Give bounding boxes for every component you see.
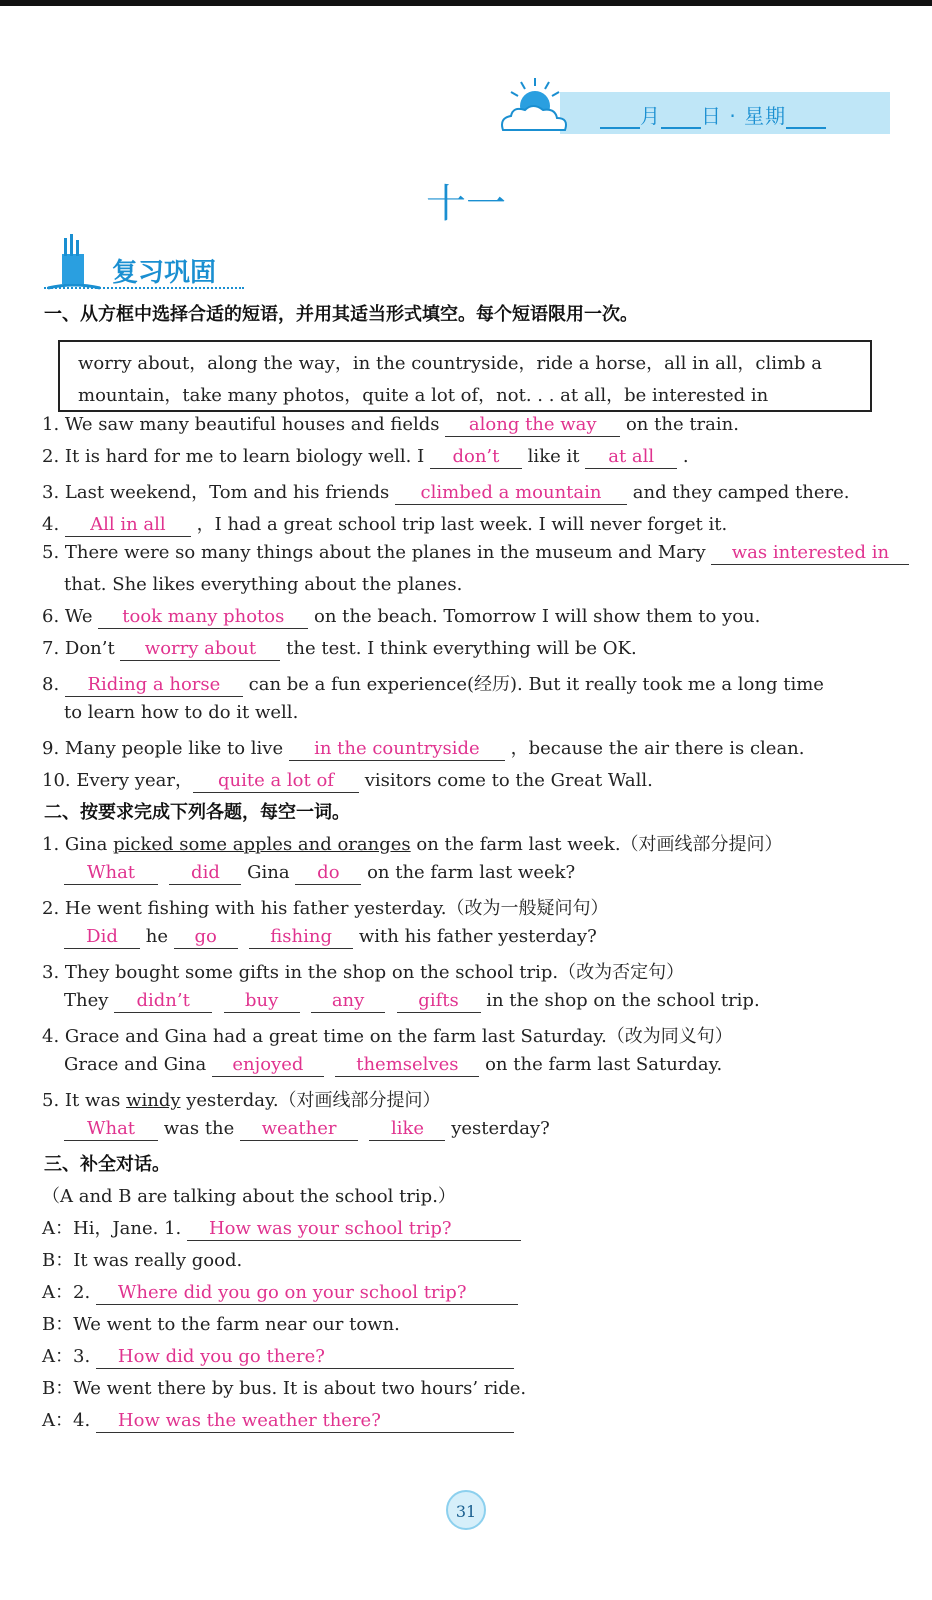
date-fields — [600, 100, 826, 129]
p3-line-7: A：4. How was the weather there? — [42, 1406, 514, 1433]
answer-blank[interactable]: How was the weather there? — [96, 1410, 514, 1433]
p3-intro: （A and B are talking about the school trip.） — [42, 1186, 456, 1207]
p1-q10: 10. Every year， quite a lot of visitors come to the Great Wall. — [42, 770, 653, 791]
answer-blank[interactable]: didn’t — [114, 990, 212, 1013]
p3-line-5: A：3. How did you go there? — [42, 1342, 514, 1369]
answer-blank[interactable]: Did — [64, 926, 140, 949]
sun-cloud-icon — [495, 74, 585, 140]
answer-blank[interactable]: What — [64, 1118, 158, 1141]
phrase-box-line-2: mountain，take many photos，quite a lot of，not. . . at all，be interested in — [78, 385, 769, 406]
answer-blank[interactable]: quite a lot of — [193, 770, 359, 793]
answer-blank[interactable]: go — [174, 926, 238, 949]
p1-q3: 3. Last weekend，Tom and his friends climbed a mountain and they camped there. — [42, 482, 850, 503]
answer-blank[interactable]: in the countryside — [289, 738, 505, 761]
phrase-box-line-1: worry about，along the way，in the countryside，ride a horse，all in all，climb a — [78, 353, 823, 374]
answer-blank[interactable]: How was your school trip? — [187, 1218, 521, 1241]
answer-blank[interactable]: do — [295, 862, 361, 885]
section-title: 复习巩固 — [112, 258, 217, 288]
p1-q4: 4. All in all ，I had a great school trip last week. I will never forget it. — [42, 514, 728, 535]
answer-blank[interactable]: took many photos — [98, 606, 308, 629]
answer-blank[interactable]: was interested in — [711, 542, 909, 565]
answer-blank[interactable]: did — [169, 862, 241, 885]
p1-q2: 2. It is hard for me to learn biology well. I don’t like it at all . — [42, 446, 689, 467]
section-divider — [44, 287, 244, 289]
answer-blank[interactable]: gifts — [397, 990, 481, 1013]
answer-blank[interactable]: All in all — [65, 514, 191, 537]
answer-blank[interactable]: enjoyed — [212, 1054, 324, 1077]
p2-q1-answer: What did Gina do on the farm last week? — [64, 862, 575, 885]
answer-blank[interactable]: fishing — [249, 926, 353, 949]
top-border — [0, 0, 932, 6]
answer-blank[interactable]: at all — [585, 446, 677, 469]
p1-q6: 6. We took many photos on the beach. Tomorrow I will show them to you. — [42, 606, 761, 627]
answer-blank[interactable]: any — [311, 990, 385, 1013]
pencil-cup-icon — [44, 232, 104, 294]
p2-q2-answer: Did he go fishing with his father yesterday? — [64, 926, 597, 949]
month-blank[interactable] — [600, 109, 640, 129]
day-weekday-label: 日 · 星期 — [701, 104, 787, 128]
p2-q5-answer: What was the weather like yesterday? — [64, 1118, 550, 1141]
p2-q2: 2. He went fishing with his father yesterday.（改为一般疑问句） — [42, 898, 609, 919]
phrase-box — [58, 340, 872, 412]
answer-blank[interactable]: like — [369, 1118, 445, 1141]
answer-blank[interactable]: buy — [224, 990, 300, 1013]
p2-q3-answer: They didn’t buy any gifts in the shop on the school trip. — [64, 990, 760, 1011]
part3-heading: 三、补全对话。 — [44, 1154, 170, 1175]
answer-blank[interactable]: Riding a horse — [65, 674, 243, 697]
p2-q1: 1. Gina picked some apples and oranges on the farm last week.（对画线部分提问） — [42, 834, 783, 855]
p1-q8-cont: to learn how to do it well. — [64, 702, 299, 723]
p1-q8: 8. Riding a horse can be a fun experience(经历). But it really took me a long time — [42, 674, 824, 695]
underlined-phrase: windy — [126, 1090, 181, 1111]
answer-blank[interactable]: How did you go there? — [96, 1346, 514, 1369]
answer-blank[interactable]: along the way — [445, 414, 620, 437]
answer-blank[interactable]: Where did you go on your school trip? — [96, 1282, 518, 1305]
p1-q5: 5. There were so many things about the planes in the museum and Mary was interested in — [42, 542, 909, 565]
underlined-phrase: picked some apples and oranges — [113, 834, 411, 855]
part1-heading: 一、从方框中选择合适的短语，并用其适当形式填空。每个短语限用一次。 — [44, 304, 638, 325]
unit-title: 十一 — [426, 181, 506, 227]
p3-line-2: B：It was really good. — [42, 1250, 243, 1271]
p3-line-3: A：2. Where did you go on your school trip? — [42, 1278, 518, 1305]
answer-blank[interactable]: weather — [240, 1118, 358, 1141]
p1-q7: 7. Don’t worry about the test. I think everything will be OK. — [42, 638, 637, 659]
p1-q5-cont: that. She likes everything about the planes. — [64, 574, 463, 595]
p1-q9: 9. Many people like to live in the countryside ，because the air there is clean. — [42, 738, 805, 759]
answer-blank[interactable]: What — [64, 862, 158, 885]
p3-line-4: B：We went to the farm near our town. — [42, 1314, 400, 1335]
p2-q4: 4. Grace and Gina had a great time on the farm last Saturday.（改为同义句） — [42, 1026, 733, 1047]
weekday-blank[interactable] — [786, 109, 826, 129]
part2-heading: 二、按要求完成下列各题，每空一词。 — [44, 802, 350, 823]
day-blank[interactable] — [661, 109, 701, 129]
p3-line-1: A：Hi，Jane. 1. How was your school trip? — [42, 1214, 521, 1241]
answer-blank[interactable]: climbed a mountain — [395, 482, 627, 505]
month-label: 月 — [640, 104, 661, 128]
p2-q3: 3. They bought some gifts in the shop on the school trip.（改为否定句） — [42, 962, 685, 983]
p1-q1: 1. We saw many beautiful houses and fields along the way on the train. — [42, 414, 739, 435]
p3-line-6: B：We went there by bus. It is about two hours’ ride. — [42, 1378, 527, 1399]
page-number: 31 — [446, 1490, 486, 1530]
answer-blank[interactable]: themselves — [335, 1054, 479, 1077]
answer-blank[interactable]: worry about — [120, 638, 280, 661]
answer-blank[interactable]: don’t — [430, 446, 522, 469]
p2-q4-answer: Grace and Gina enjoyed themselves on the farm last Saturday. — [64, 1054, 723, 1075]
p2-q5: 5. It was windy yesterday.（对画线部分提问） — [42, 1090, 441, 1111]
